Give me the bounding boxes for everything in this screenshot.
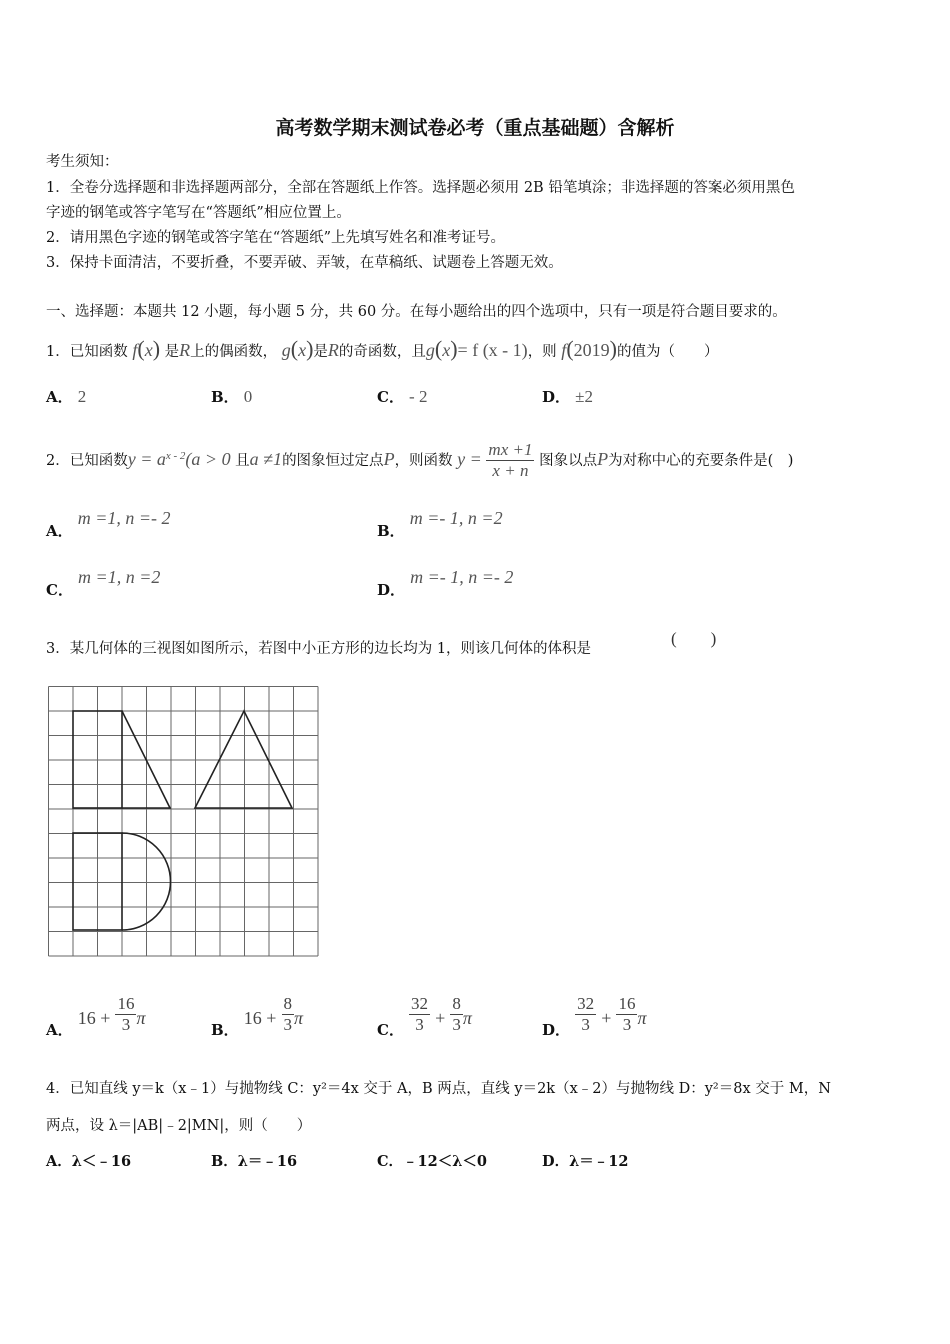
notice-heading: 考生须知： — [46, 154, 119, 170]
q1-arg-paren-open: ( — [566, 336, 574, 361]
q3-option-d-frac1 — [575, 994, 596, 1035]
q2-P2: P — [597, 448, 609, 469]
notice-item-3: 3．保持卡面清洁，不要折叠，不要弄破、弄皱，在草稿纸、试题卷上答题无效。 — [46, 255, 563, 271]
q3-d-pi: π — [637, 1008, 647, 1028]
q3-option-d-frac2 — [616, 994, 637, 1035]
q1-g-paren-open: ( — [290, 336, 299, 361]
q2-fraction — [486, 440, 534, 481]
q1-option-c-label: C． — [377, 388, 404, 406]
q2-denominator: x + n — [492, 461, 529, 481]
q1-x: x — [144, 340, 153, 360]
q3-d-plus: + — [601, 1008, 612, 1028]
q1-R: R — [179, 340, 191, 360]
q2-text-a: 2．已知函数 — [46, 452, 128, 469]
q2-option-d[interactable] — [377, 567, 514, 599]
q1-option-a[interactable] — [46, 386, 86, 407]
q3-c-den2: 3 — [452, 1015, 461, 1034]
q3-paren: ( ) — [671, 629, 717, 648]
q2-text-f: 为对称中心的充要条件是( ) — [608, 452, 794, 469]
q2-text-b: 且 — [235, 452, 250, 469]
q1-option-d-value: ±2 — [575, 387, 593, 406]
q1-option-b-label: B． — [211, 388, 239, 406]
q1-f2: f — [561, 340, 567, 360]
q3-c-den1: 3 — [415, 1015, 424, 1034]
q3-option-b-pre: 16 + — [243, 1008, 277, 1028]
q1-paren-open: ( — [137, 336, 145, 361]
q2-option-b-value: m =- 1, n =2 — [409, 508, 503, 528]
q3-option-a-pre: 16 + — [77, 1008, 111, 1028]
q3-c-num2: 8 — [452, 994, 461, 1013]
q1-option-b[interactable] — [211, 386, 252, 407]
q3-d-num2: 16 — [618, 994, 636, 1013]
q4-option-d[interactable] — [542, 1152, 628, 1172]
q3-b-den: 3 — [283, 1015, 293, 1034]
q4-option-c-label: C． — [377, 1153, 404, 1170]
q3-option-c-label: C． — [377, 1021, 404, 1039]
q2-option-c[interactable] — [46, 567, 161, 599]
q1-text-e: 的奇函数，且 — [338, 344, 426, 360]
q3-option-a-label: A． — [46, 1021, 73, 1039]
q3-option-c-frac2 — [450, 994, 463, 1035]
q1-text-g: 的值为（ ） — [616, 344, 719, 360]
q2-text-e: 图象以点 — [539, 452, 598, 469]
q3-option-b-label: B． — [211, 1021, 239, 1039]
q2-exp: x - 2 — [165, 450, 186, 462]
q2-func: y = a — [127, 448, 166, 469]
q4-option-a[interactable] — [46, 1152, 131, 1172]
q3-b-num: 8 — [283, 994, 293, 1013]
q3-option-b-frac — [282, 994, 295, 1035]
q1-arg-paren-close: ) — [609, 336, 617, 361]
q4-option-d-label: D． — [542, 1153, 570, 1170]
q1-option-a-value: 2 — [77, 387, 87, 406]
q2-option-a[interactable] — [46, 508, 171, 540]
q4-option-b[interactable] — [211, 1152, 297, 1172]
question-4-line-2: 两点，设 λ＝|AB|﹣2|MN|，则（ ） — [46, 1118, 312, 1134]
q3-text: 3．某几何体的三视图如图所示，若图中小正方形的边长均为 1，则该几何体的体积是 — [46, 641, 592, 657]
q2-option-b[interactable] — [377, 508, 503, 540]
q3-c-plus: + — [435, 1008, 446, 1028]
q4-option-c-value: ﹣12＜λ＜0 — [403, 1153, 487, 1170]
q2-cond: (a > 0 — [185, 448, 231, 469]
q1-arg: 2019 — [573, 340, 610, 360]
q1-option-c-value: - 2 — [409, 387, 428, 406]
q2-y: y = — [457, 448, 482, 469]
q3-option-a[interactable] — [46, 994, 146, 1039]
q4-option-b-label: B． — [211, 1153, 238, 1170]
q3-a-den: 3 — [121, 1015, 131, 1034]
q1-g2-paren-close: ) — [450, 336, 458, 361]
q1-text-a: 1．已知函数 — [46, 344, 128, 360]
q1-option-a-label: A． — [46, 388, 73, 406]
q1-option-c[interactable] — [377, 386, 427, 407]
q3-a-pi: π — [136, 1008, 146, 1028]
q3-d-num1: 32 — [577, 994, 595, 1013]
question-2-stem — [46, 438, 793, 481]
q1-g: g — [281, 340, 291, 360]
q3-b-pi: π — [294, 1008, 304, 1028]
q1-f: f — [132, 340, 138, 360]
q3-option-b[interactable] — [211, 994, 304, 1039]
q1-text-c: 上的偶函数， — [190, 344, 278, 360]
q3-option-a-frac — [115, 994, 136, 1035]
question-3-stem — [46, 639, 591, 659]
q2-option-d-label: D． — [377, 581, 406, 599]
q2-cond2: a ≠1 — [249, 448, 283, 469]
three-view-figure — [48, 686, 320, 958]
q3-a-num: 16 — [117, 994, 135, 1013]
q1-g2: g — [425, 340, 435, 360]
q4-option-c[interactable] — [377, 1152, 487, 1172]
q2-numerator: mx +1 — [488, 440, 533, 460]
q1-text-b: 是 — [164, 344, 180, 360]
q1-option-b-value: 0 — [243, 387, 253, 406]
q1-text-d: 是 — [313, 344, 328, 360]
q1-gx: x — [298, 340, 307, 360]
notice-item-1-cont: 字迹的钢笔或答字笔写在“答题纸”相应位置上。 — [46, 205, 351, 221]
q1-paren-close: ) — [152, 336, 161, 361]
q1-text-f: ，则 — [527, 344, 557, 360]
q3-option-d-label: D． — [542, 1021, 571, 1039]
q1-g2-paren-open: ( — [434, 336, 443, 361]
q3-option-c-frac1 — [409, 994, 430, 1035]
q2-option-a-value: m =1, n =- 2 — [77, 508, 171, 528]
q2-text-c: 的图象恒过定点 — [282, 452, 384, 469]
q2-text-d: ，则函数 — [394, 452, 453, 469]
q2-option-b-label: B． — [377, 522, 405, 540]
figure-grid — [49, 687, 319, 957]
q3-option-c[interactable] — [377, 994, 472, 1039]
q1-expr: = f (x - 1) — [457, 340, 528, 360]
q4-option-b-value: λ＝﹣16 — [237, 1153, 298, 1170]
q3-c-pi: π — [462, 1008, 472, 1028]
q1-R2: R — [327, 340, 339, 360]
q2-option-c-label: C． — [46, 581, 73, 599]
q1-option-d[interactable] — [542, 386, 593, 407]
q2-P: P — [383, 448, 395, 469]
q3-d-den2: 3 — [622, 1015, 632, 1034]
q2-option-a-label: A． — [46, 522, 73, 540]
q3-c-num1: 32 — [411, 994, 429, 1013]
q4-option-d-value: λ＝﹣12 — [569, 1153, 629, 1170]
page-title: 高考数学期末测试卷必考（重点基础题）含解析 — [275, 117, 675, 139]
q4-option-a-value: λ＜﹣16 — [71, 1153, 132, 1170]
q1-g2x: x — [442, 340, 451, 360]
section-heading: 一、选择题：本题共 12 小题，每小题 5 分，共 60 分。在每小题给出的四个选项中，只有一项是符合题目要求的。 — [46, 304, 787, 320]
notice-item-2: 2．请用黑色字迹的钢笔或答字笔在“答题纸”上先填写姓名和准考证号。 — [46, 230, 506, 246]
question-1-stem — [46, 336, 719, 362]
notice-item-1: 1．全卷分选择题和非选择题两部分，全部在答题纸上作答。选择题必须用 2B 铅笔填涂；非选择题的答案必须用黑色 — [46, 180, 795, 196]
q2-option-d-value: m =- 1, n =- 2 — [410, 567, 514, 587]
q1-g-paren-close: ) — [306, 336, 314, 361]
question-4-line-1: 4．已知直线 y＝k（x﹣1）与抛物线 C：y²＝4x 交于 A，B 两点，直线 y＝2k（x﹣2）与抛物线 D：y²＝8x 交于 M，N — [46, 1081, 831, 1097]
q1-option-d-label: D． — [542, 388, 571, 406]
q3-d-den1: 3 — [581, 1015, 590, 1034]
q4-option-a-label: A． — [46, 1153, 72, 1170]
q2-option-c-value: m =1, n =2 — [78, 567, 161, 587]
q3-option-d[interactable] — [542, 994, 647, 1039]
